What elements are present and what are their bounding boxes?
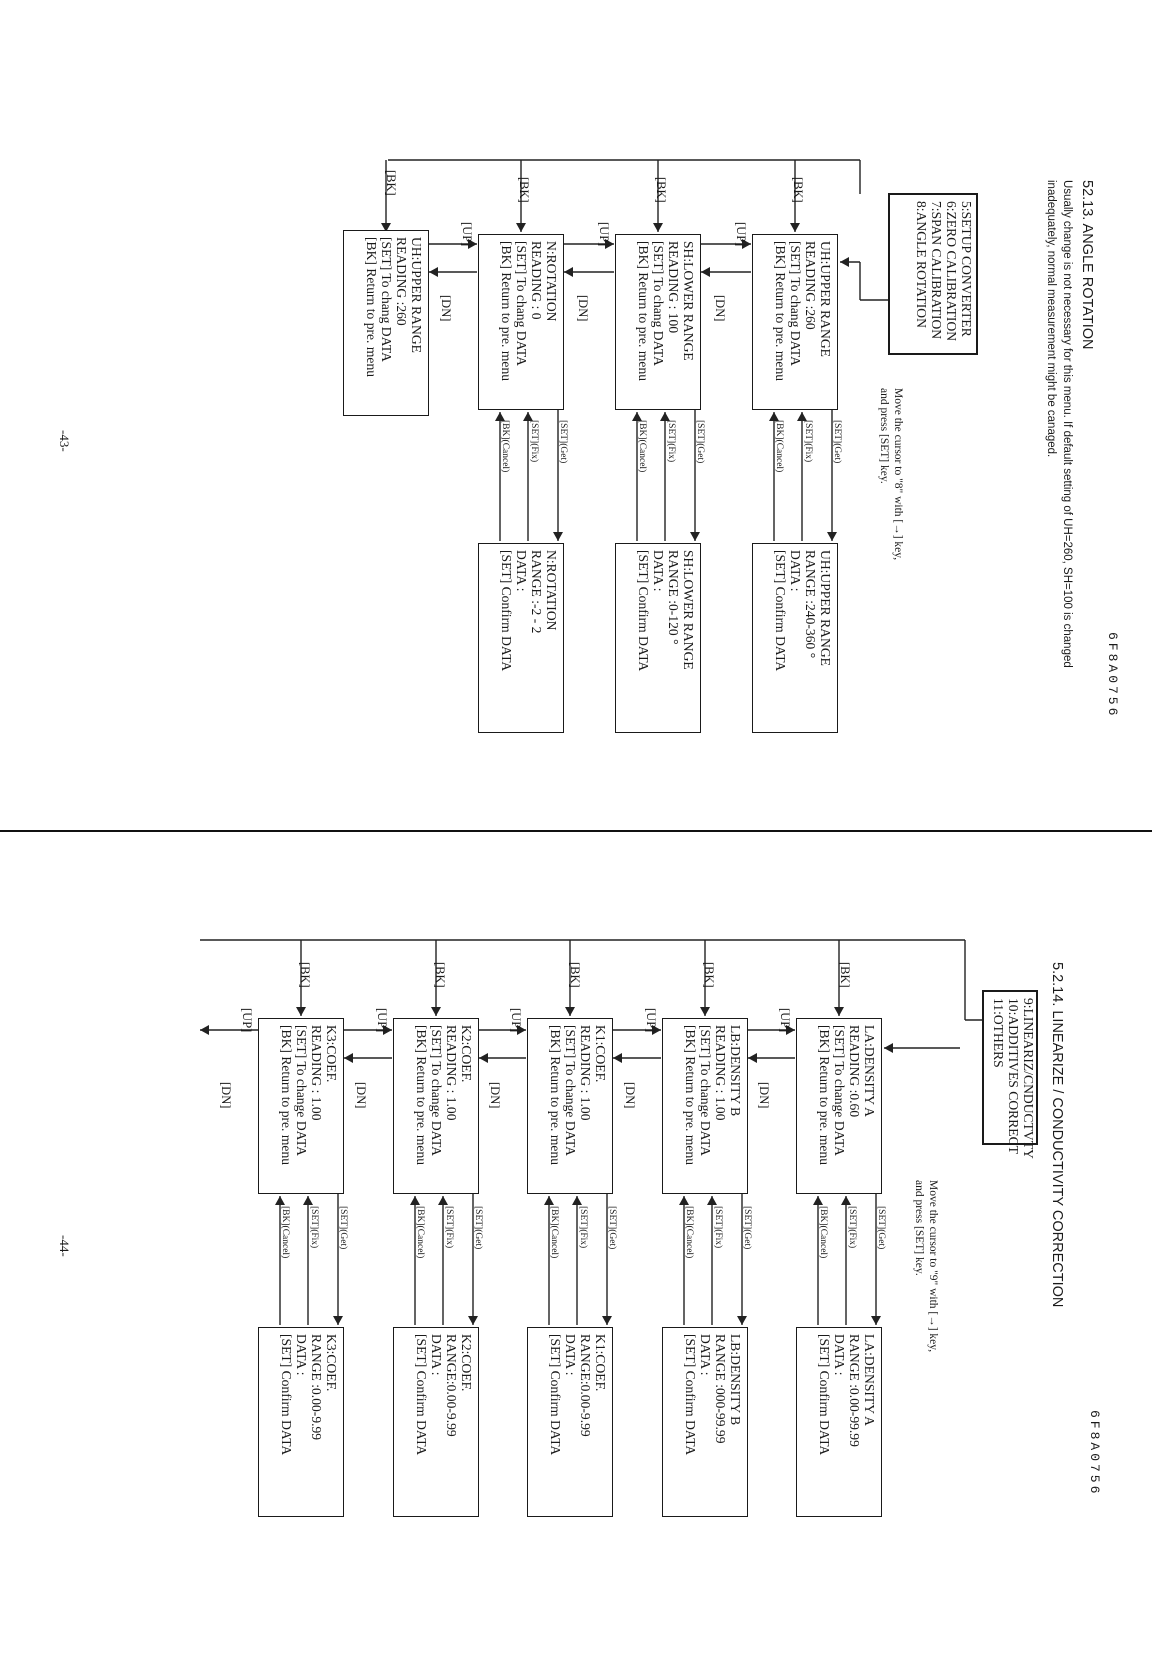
angle-uh-edit-line-3: DATA : [788,550,803,592]
angle-uh-reading-box[interactable] [752,234,838,410]
linearize-instruction [912,1180,940,1352]
linearize-k1-reading-line-4: [BK] Return to pre. menu [548,1025,563,1166]
arrow-head-78 [613,1053,622,1063]
linearize-k2-reading-box[interactable] [393,1018,479,1194]
linearize-row5-bk-label: [BK] [298,962,312,988]
linearize-la-edit-line-1: LA:DENSITY A [862,1334,877,1427]
arrow-head-88 [479,1053,488,1063]
linearize-k1-edit-line-3: DATA : [563,1334,578,1376]
linearize-k3-reading-line-1: K3:COEF. [324,1025,339,1083]
linearize-k2-edit-line-1: K2:COEF. [459,1334,474,1392]
arrow-head-3 [840,257,849,267]
angle-sh-edit-line-4: [SET] Confirm DATA [636,550,651,672]
arrow-head-94 [410,1196,420,1205]
linearize-k1-reading-line-2: READING : 1.00 [578,1025,593,1121]
linearize-k2-reading-line-4: [BK] Return to pre. menu [414,1025,429,1166]
linearize-k1-reading-box[interactable] [527,1018,613,1194]
arrow-head-23 [701,267,710,277]
angle-instruction [877,388,905,560]
angle-row2-bk-cancel-label: [BK](Cancel) [637,420,647,473]
angle-n-reading-box[interactable] [478,234,564,410]
linearize-la-reading-line-4: [BK] Return to pre. menu [817,1025,832,1166]
linearize-k3-reading-line-2: READING : 1.00 [309,1025,324,1121]
angle-note-line-2: inadequately, normal measurement might be canaged. [1045,180,1057,458]
angle-uh-edit-line-1: UH:UPPER RANGE [818,550,833,666]
arrow-head-82 [572,1196,582,1205]
angle-row2-bk-label: [BK] [654,177,668,203]
arrow-head-7 [790,223,800,232]
linearize-k1-edit-box[interactable] [527,1327,613,1517]
linearize-k3-edit-line-3: DATA : [294,1334,309,1376]
linearize-la-edit-box[interactable] [796,1327,882,1517]
angle-uh-return-line-4: [BK] Return to pre. menu [364,237,379,378]
angle-row2-dn-label: [DN] [576,295,590,322]
page-divider [0,830,1152,832]
angle-n-reading-line-2: READING : 0 [529,241,544,320]
angle-row1-bk-label: [BK] [791,177,805,203]
angle-sh-edit-line-3: DATA : [651,550,666,592]
linearize-k3-reading-box[interactable] [258,1018,344,1194]
arrow-head-92 [438,1196,448,1205]
angle-row1-set-get-label: [SET](Get) [832,420,842,464]
linearize-k2-edit-line-4: [SET] Confirm DATA [414,1334,429,1456]
angle-row2-set-fix-label: [SET](Fix) [666,420,676,463]
angle-uh-edit-line-2: RANGE :240-360 ° [803,550,818,659]
menu-item-additives-correct[interactable]: 10:ADDITIVES CORRECT [1006,998,1021,1154]
menu-item-others[interactable]: 11:OTHERS [991,998,1006,1068]
angle-uh-reading-line-4: [BK] Return to pre. menu [773,241,788,382]
angle-uh-return-line-2: READING :260 [394,237,409,326]
linearize-row5-dn-label: [DN] [219,1082,233,1109]
linearize-lb-reading-line-3: [SET] To change DATA [698,1025,713,1156]
linearize-k1-edit-line-2: RANGE:0.00-9.99 [578,1334,593,1437]
linearize-k1-reading-line-1: K1:COEF. [593,1025,608,1083]
angle-row1-dn-label: [DN] [713,295,727,322]
linearize-row3-set-fix-label: [SET](Fix) [578,1206,588,1249]
arrow-head-33 [564,267,573,277]
arrow-head-50 [700,1007,710,1016]
linearize-row3-bk-cancel-label: [BK](Cancel) [549,1206,559,1259]
angle-row1-up-label: [UP] [734,222,748,247]
angle-uh-return-line-3: [SET] To chang DATA [379,237,394,362]
angle-row2-set-get-label: [SET](Get) [695,420,705,464]
arrow-head-84 [544,1196,554,1205]
linearize-row1-up-label: [UP] [778,1008,792,1033]
angle-uh-edit-box[interactable] [752,543,838,733]
angle-n-reading-line-4: [BK] Return to pre. menu [499,241,514,382]
linearize-row2-set-fix-label: [SET](Fix) [713,1206,723,1249]
linearize-k2-reading-line-3: [SET] To change DATA [429,1025,444,1156]
angle-sh-reading-line-1: SH:LOWER RANGE [681,241,696,361]
arrow-head-9 [653,223,663,232]
linearize-row4-bk-label: [BK] [433,962,447,988]
linearize-la-reading-line-1: LA:DENSITY A [862,1025,877,1118]
angle-n-edit-line-3: DATA : [514,550,529,592]
linearize-lb-edit-line-4: [SET] Confirm DATA [683,1334,698,1456]
arrow-head-70 [737,1316,747,1325]
linearize-k2-edit-line-3: DATA : [429,1334,444,1376]
linearize-row4-up-label: [UP] [375,1008,389,1033]
angle-sh-reading-line-4: [BK] Return to pre. menu [636,241,651,382]
linearize-la-reading-line-2: READING :0.60 [847,1025,862,1118]
linearize-k3-edit-line-2: RANGE :0.00-9.99 [309,1334,324,1441]
arrow-head-48 [834,1007,844,1016]
linearize-setup-menu[interactable] [982,990,1038,1159]
arrow-head-35 [553,532,563,541]
arrow-head-100 [333,1316,343,1325]
linearize-la-edit-line-4: [SET] Confirm DATA [817,1334,832,1456]
linearize-row2-dn-label: [DN] [623,1082,637,1109]
arrow-head-72 [707,1196,717,1205]
arrow-head-102 [303,1196,313,1205]
linearize-k3-edit-line-4: [SET] Confirm DATA [279,1334,294,1456]
linearize-lb-reading-box[interactable] [662,1018,748,1194]
angle-row1-bk-cancel-label: [BK](Cancel) [774,420,784,473]
linearize-row5-up-label: [UP] [240,1008,254,1033]
angle-sh-reading-box[interactable] [615,234,701,410]
linearize-row1-set-fix-label: [SET](Fix) [847,1206,857,1249]
arrow-head-74 [679,1196,689,1205]
arrow-head-98 [344,1053,353,1063]
linearize-k2-edit-box[interactable] [393,1327,479,1517]
angle-row3-up-label: [UP] [460,222,474,247]
linearize-lb-reading-line-4: [BK] Return to pre. menu [683,1025,698,1166]
arrow-head-56 [296,1007,306,1016]
arrow-head-58 [884,1043,893,1053]
angle-row3-set-fix-label: [SET](Fix) [529,420,539,463]
linearize-la-edit-line-2: RANGE :0.00-99.99 [847,1334,862,1447]
arrow-head-80 [602,1316,612,1325]
angle-uh-reading-line-2: READING :260 [803,241,818,330]
linearize-k3-reading-line-4: [BK] Return to pre. menu [279,1025,294,1166]
arrow-head-104 [275,1196,285,1205]
angle-sh-edit-line-2: RANGE :0-120 ° [666,550,681,645]
angle-uh-edit-line-4: [SET] Confirm DATA [773,550,788,672]
angle-page-number: -43- [57,430,72,452]
arrow-head-52 [565,1007,575,1016]
linearize-row3-up-label: [UP] [509,1008,523,1033]
linearize-lb-reading-line-1: LB:DENSITY B [728,1025,743,1117]
angle-sh-edit-line-1: SH:LOWER RANGE [681,550,696,670]
linearize-lb-edit-line-2: RANGE :000-99.99 [713,1334,728,1444]
arrow-head-64 [813,1196,823,1205]
angle-uh-return-box[interactable] [343,230,429,416]
angle-n-edit-line-2: RANGE :-2 - 2 [529,550,544,634]
linearize-k2-reading-line-1: K2:COEF. [459,1025,474,1083]
menu-item-zero-calibration[interactable]: 6:ZERO CALIBRATION [944,201,959,342]
linearize-row2-bk-label: [BK] [702,962,716,988]
angle-row2-up-label: [UP] [597,222,611,247]
angle-page-code: 6F8A0756 [1105,632,1120,719]
menu-item-angle-rotation[interactable]: 8:ANGLE ROTATION [914,201,929,328]
linearize-row5-bk-cancel-label: [BK](Cancel) [280,1206,290,1259]
linearize-page-code: 6F8A0756 [1087,1410,1102,1497]
arrow-head-60 [871,1316,881,1325]
linearize-row2-set-get-label: [SET](Get) [742,1206,752,1250]
linearize-k1-edit-line-1: K1:COEF. [593,1334,608,1392]
linearize-heading: 5.2.14. LINEARIZE / CONDUCTIVITY CORRECTION [1049,962,1065,1308]
linearize-lb-edit-line-3: DATA : [698,1334,713,1376]
linearize-la-reading-box[interactable] [796,1018,882,1194]
angle-note-line-1: Usually change is not necessary for this menu. If default setting of UH=260, SH=100 is changed [1061,180,1073,668]
menu-item-linearize-conductivity[interactable]: 9:LINEARIZ/CNDUCTVTY [1021,998,1036,1159]
angle-row3-dn-label: [DN] [439,295,453,322]
arrow-head-15 [827,532,837,541]
linearize-instruction-line-2: and press [SET] key. [913,1180,925,1276]
menu-item-setup-converter[interactable]: 5:SETUP CONVERTER [959,201,974,337]
linearize-lb-edit-box[interactable] [662,1327,748,1517]
linearize-k2-reading-line-2: READING : 1.00 [444,1025,459,1121]
linearize-row4-dn-label: [DN] [354,1082,368,1109]
angle-setup-menu[interactable] [888,193,978,355]
angle-n-reading-line-3: [SET] To chang DATA [514,241,529,366]
linearize-row3-bk-label: [BK] [568,962,582,988]
linearize-row4-bk-cancel-label: [BK](Cancel) [415,1206,425,1259]
angle-n-edit-line-4: [SET] Confirm DATA [499,550,514,672]
arrow-head-62 [841,1196,851,1205]
angle-uh-reading-line-3: [SET] To chang DATA [788,241,803,366]
arrow-head-54 [431,1007,441,1016]
linearize-k1-reading-line-3: [SET] To change DATA [563,1025,578,1156]
angle-n-edit-line-1: N:ROTATION [544,550,559,631]
angle-n-reading-line-1: N:ROTATION [544,241,559,322]
linearize-row3-dn-label: [DN] [488,1082,502,1109]
angle-heading: 52.13. ANGLE ROTATION [1079,180,1095,350]
linearize-k1-edit-line-4: [SET] Confirm DATA [548,1334,563,1456]
angle-row1-set-fix-label: [SET](Fix) [803,420,813,463]
arrow-head-25 [690,532,700,541]
arrow-head-43 [429,267,438,277]
linearize-row2-bk-cancel-label: [BK](Cancel) [684,1206,694,1259]
linearize-k2-edit-line-2: RANGE:0.00-9.99 [444,1334,459,1437]
linearize-row4-set-fix-label: [SET](Fix) [444,1206,454,1249]
linearize-row1-bk-label: [BK] [838,962,852,988]
linearize-k3-edit-box[interactable] [258,1327,344,1517]
arrow-head-106 [200,1025,209,1035]
linearize-row3-set-get-label: [SET](Get) [607,1206,617,1250]
angle-uh-return-line-1: UH:UPPER RANGE [409,237,424,353]
linearize-page-number: -44- [57,1235,72,1257]
linearize-lb-edit-line-1: LB:DENSITY B [728,1334,743,1426]
angle-sh-reading-line-2: READING : 100 [666,241,681,334]
linearize-row1-set-get-label: [SET](Get) [876,1206,886,1250]
arrow-head-68 [748,1053,757,1063]
angle-row4-bk-label: [BK] [384,170,398,196]
linearize-row4-set-get-label: [SET](Get) [473,1206,483,1250]
angle-sh-edit-box[interactable] [615,543,701,733]
linearize-instruction-line-1: Move the cursor to "9" with [→] key, [927,1180,939,1353]
angle-row3-set-get-label: [SET](Get) [558,420,568,464]
arrow-head-90 [468,1316,478,1325]
linearize-row5-set-get-label: [SET](Get) [338,1206,348,1250]
angle-n-edit-box[interactable] [478,543,564,733]
angle-note [1043,180,1075,668]
angle-instruction-line-1: Move the cursor to "8" with [→] key, [892,388,904,561]
linearize-la-reading-line-3: [SET] To change DATA [832,1025,847,1156]
linearize-row1-bk-cancel-label: [BK](Cancel) [818,1206,828,1259]
linearize-row5-set-fix-label: [SET](Fix) [309,1206,319,1249]
menu-item-span-calibration[interactable]: 7:SPAN CALIBRATION [929,201,944,340]
arrow-head-11 [516,223,526,232]
angle-row3-bk-label: [BK] [517,177,531,203]
linearize-row2-up-label: [UP] [644,1008,658,1033]
angle-uh-reading-line-1: UH:UPPER RANGE [818,241,833,357]
linearize-la-edit-line-3: DATA : [832,1334,847,1376]
linearize-row1-dn-label: [DN] [757,1082,771,1109]
angle-row3-bk-cancel-label: [BK](Cancel) [500,420,510,473]
angle-instruction-line-2: and press [SET] key. [878,388,890,484]
linearize-k3-edit-line-1: K3:COEF. [324,1334,339,1392]
linearize-k3-reading-line-3: [SET] To change DATA [294,1025,309,1156]
linearize-lb-reading-line-2: READING : 1.00 [713,1025,728,1121]
angle-sh-reading-line-3: [SET] To chang DATA [651,241,666,366]
